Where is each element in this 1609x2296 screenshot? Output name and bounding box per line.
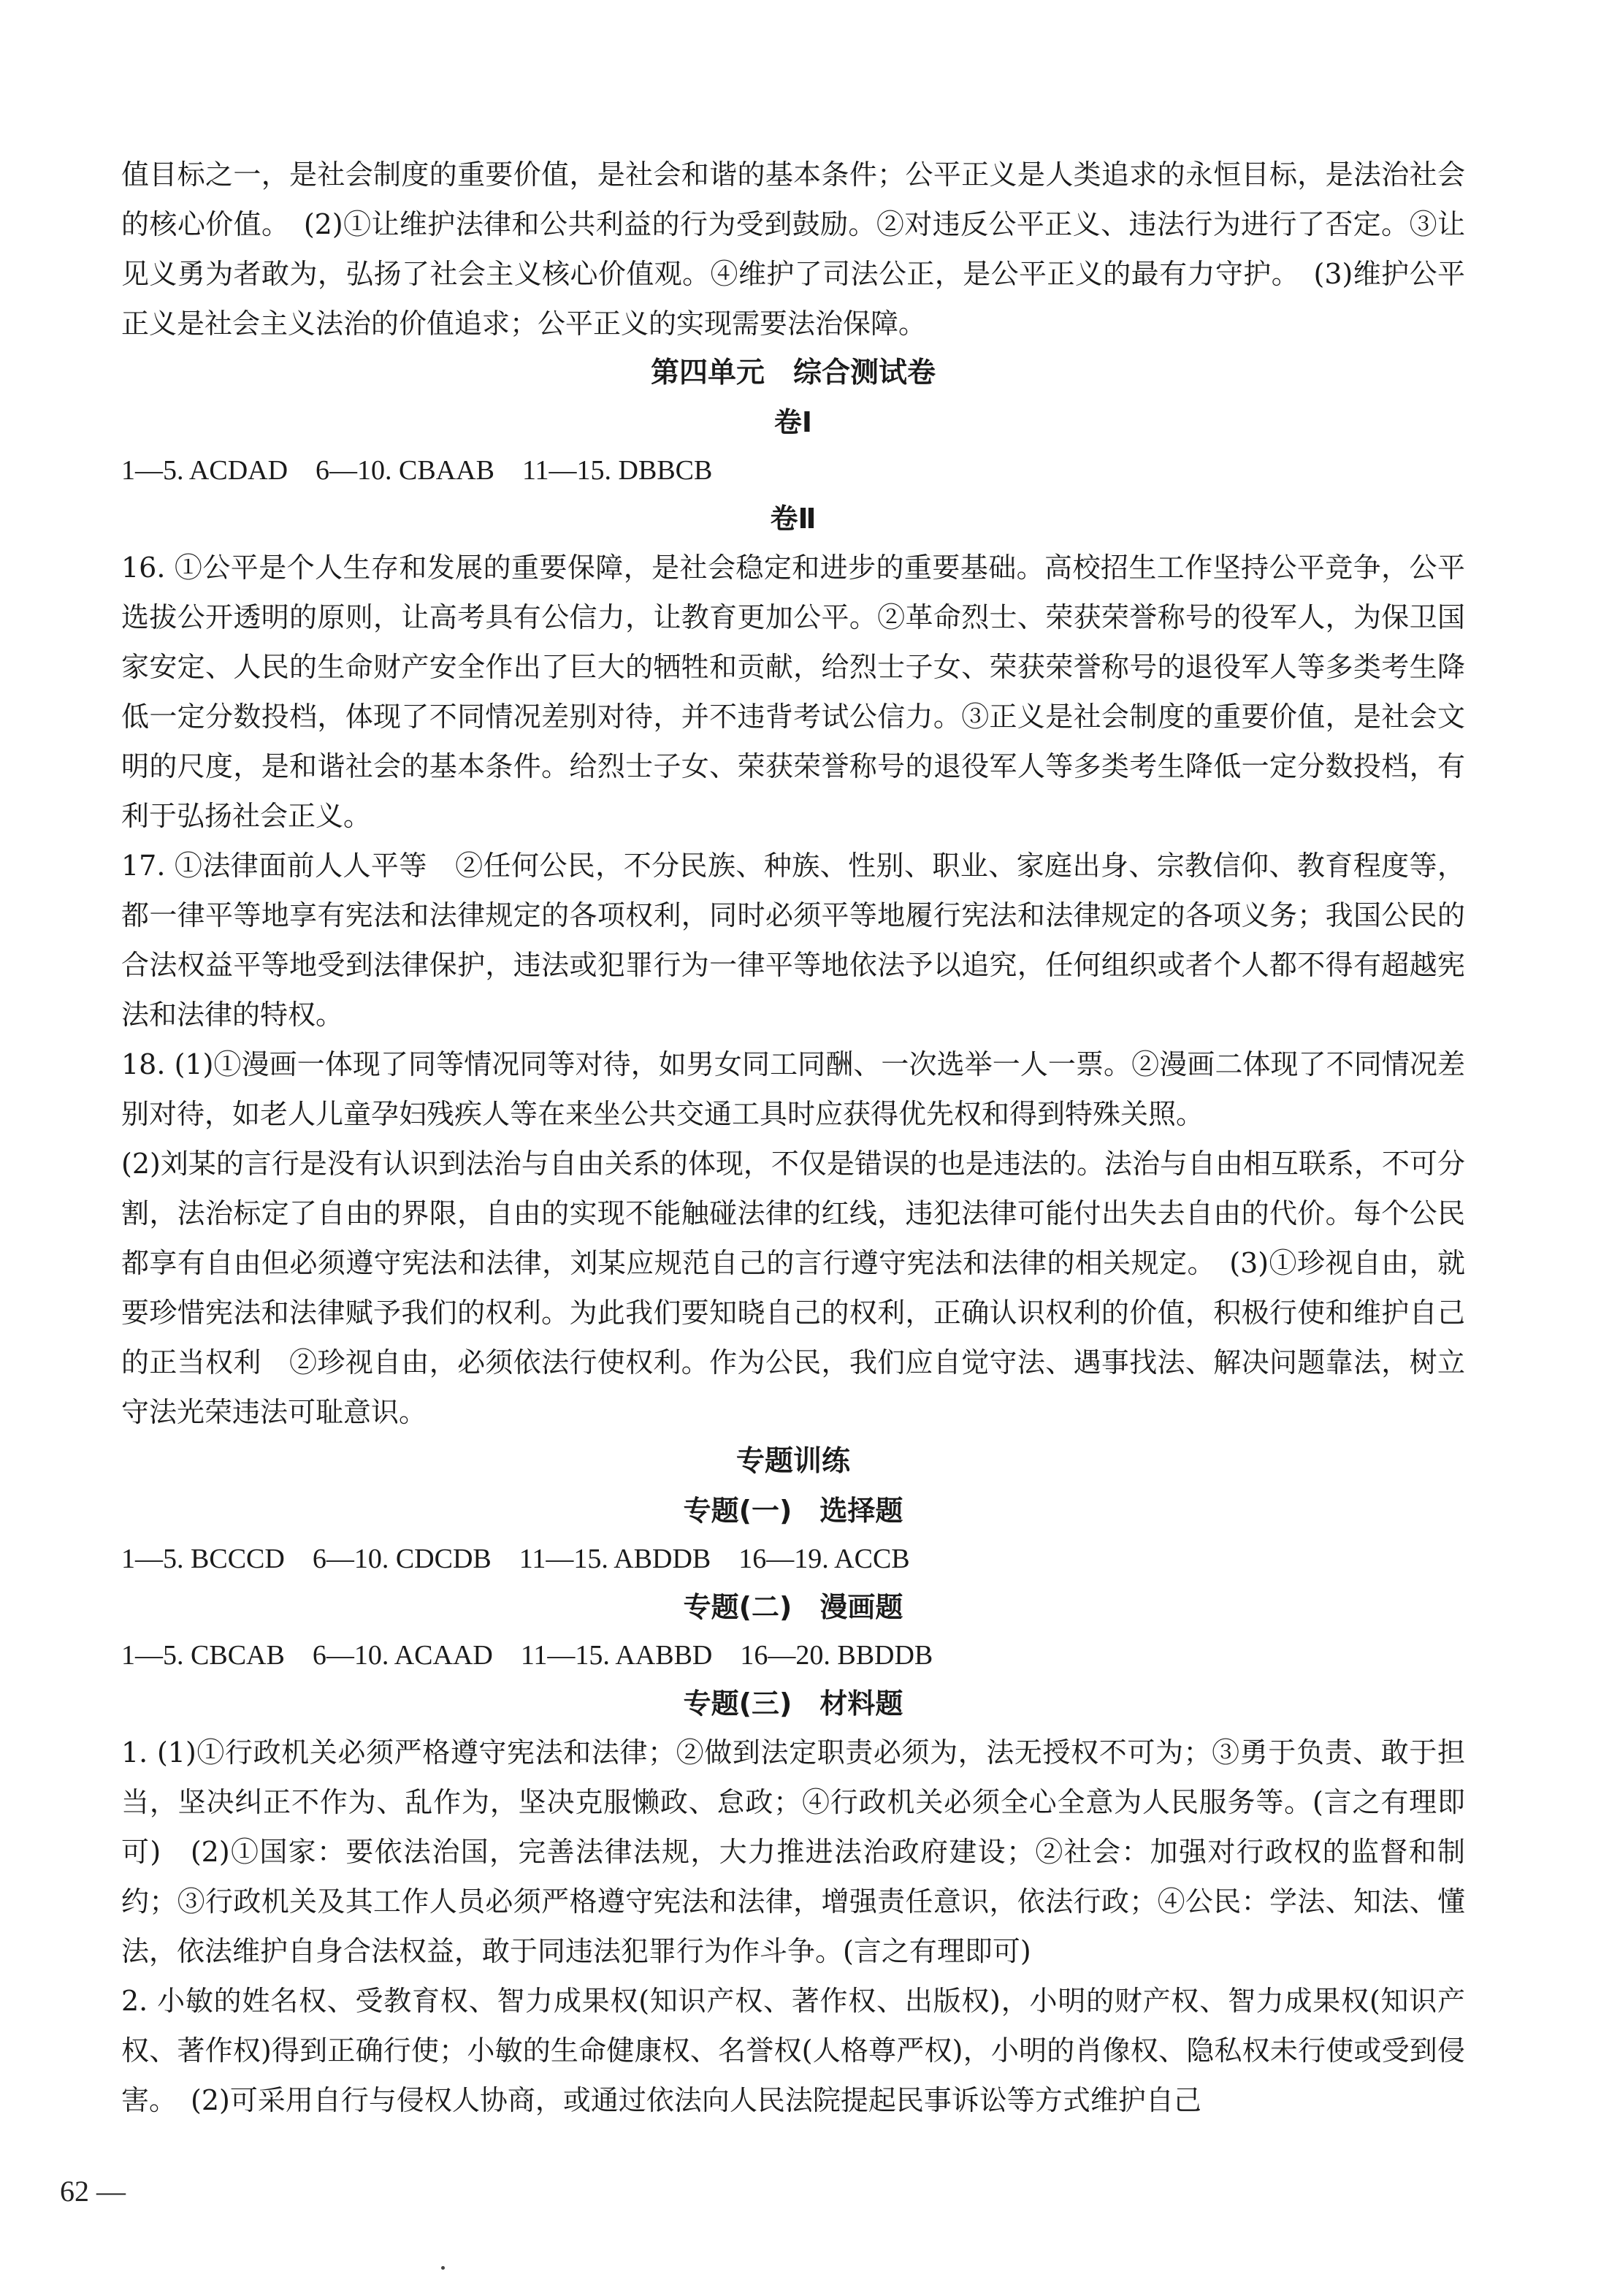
topic3-question-2-answer: 2. 小敏的姓名权、受教育权、智力成果权(知识产权、著作权、出版权)，小明的财产权、智力成果权(知识产权、著作权)得到正确行使；小敏的生命健康权、名誉权(人格尊严权)，小明的肖像权、隐私权未行使或受到侵害。 (2)可采用自行与侵权人协商，或通过依法向人民法院提起民事诉讼等方式维护自己 (121, 1985, 1465, 2116)
topic2-title: 专题(二) 漫画题 (683, 1591, 903, 1623)
topic3-question-1-answer: 1. (1)①行政机关必须严格遵守宪法和法律；②做到法定职责必须为，法无授权不可为；③勇于负责、敢于担当，坚决纠正不作为、乱作为，坚决克服懒政、怠政；④行政机关必须全心全意为人民服务等。(言之有理即可) (2)①国家：要依法治国，完善法律法规，大力推进法治政府建设；②社会：加强对行政权的监督和制约；③行政机关及其工作人员必须严格遵守宪法和法律，增强责任意识，依法行政；④公民：学法、知法、懂法，依法维护自身合法权益，敢于同违法犯罪行为作斗争。(言之有理即可) (121, 1736, 1465, 1967)
topic1-answers: 1—5. BCCCD 6—10. CDCDB 11—15. ABDDB 16—19. ACCB (121, 1544, 910, 1574)
print-speck (441, 2266, 445, 2270)
page-number: 62 — (60, 2175, 126, 2208)
intro-paragraph: 值目标之一，是社会制度的重要价值，是社会和谐的基本条件；公平正义是人类追求的永恒目标，是法治社会的核心价值。 (2)①让维护法律和公共利益的行为受到鼓励。②对违反公平正义、违法行为进行了否定。③让见义勇为者敢为，弘扬了社会主义核心价值观。④维护了司法公正，是公平正义的最有力守护。 (3)维护公平正义是社会主义法治的价值追求；公平正义的实现需要法治保障。 (121, 159, 1465, 340)
topic3-title: 专题(三) 材料题 (683, 1687, 903, 1720)
question-16-answer: 16. ①公平是个人生存和发展的重要保障，是社会稳定和进步的重要基础。高校招生工作坚持公平竞争，公平选拔公开透明的原则，让高考具有公信力，让教育更加公平。②革命烈士、荣获荣誉称号的役军人，为保卫国家安定、人民的生命财产安全作出了巨大的牺牲和贡献，给烈士子女、荣获荣誉称号的退役军人等多类考生降低一定分数投档，体现了不同情况差别对待，并不违背考试公信力。③正义是社会制度的重要价值，是社会文明的尺度，是和谐社会的基本条件。给烈士子女、荣获荣誉称号的退役军人等多类考生降低一定分数投档，有利于弘扬社会正义。 (121, 552, 1465, 832)
topic2-answers: 1—5. CBCAB 6—10. ACAAD 11—15. AABBD 16—20. BBDDB (121, 1640, 933, 1671)
page-content (121, 150, 1465, 2125)
volume1-answers: 1—5. ACDAD 6—10. CBAAB 11—15. DBBCB (121, 455, 713, 486)
question-18-part1-answer: 18. (1)①漫画一体现了同等情况同等对待，如男女同工同酬、一次选举一人一票。②漫画二体现了不同情况差别对待，如老人儿童孕妇残疾人等在来坐公共交通工具时应获得优先权和得到特殊关照。 (121, 1048, 1465, 1130)
question-17-answer: 17. ①法律面前人人平等 ②任何公民，不分民族、种族、性别、职业、家庭出身、宗教信仰、教育程度等，都一律平等地享有宪法和法律规定的各项权利，同时必须平等地履行宪法和法律规定的各项义务；我国公民的合法权益平等地受到法律保护，违法或犯罪行为一律平等地依法予以追究，任何组织或者个人都不得有超越宪法和法律的特权。 (121, 850, 1465, 1031)
question-18-part2-answer: (2)刘某的言行是没有认识到法治与自由关系的体现，不仅是错误的也是违法的。法治与自由相互联系，不可分割，法治标定了自由的界限，自由的实现不能触碰法律的红线，违犯法律可能付出失去自由的代价。每个公民都享有自由但必须遵守宪法和法律，刘某应规范自己的言行遵守宪法和法律的相关规定。 (3)①珍视自由，就要珍惜宪法和法律赋予我们的权利。为此我们要知晓自己的权利，正确认识权利的价值，积极行使和维护自己的正当权利 ②珍视自由，必须依法行使权利。作为公民，我们应自觉守法、遇事找法、解决问题靠法，树立守法光荣违法可耻意识。 (121, 1148, 1465, 1428)
special-training-title: 专题训练 (735, 1445, 850, 1478)
volume2-title: 卷Ⅱ (770, 503, 817, 535)
unit4-title: 第四单元 综合测试卷 (650, 356, 936, 389)
topic1-title: 专题(一) 选择题 (683, 1495, 903, 1527)
volume1-title: 卷Ⅰ (773, 406, 813, 438)
